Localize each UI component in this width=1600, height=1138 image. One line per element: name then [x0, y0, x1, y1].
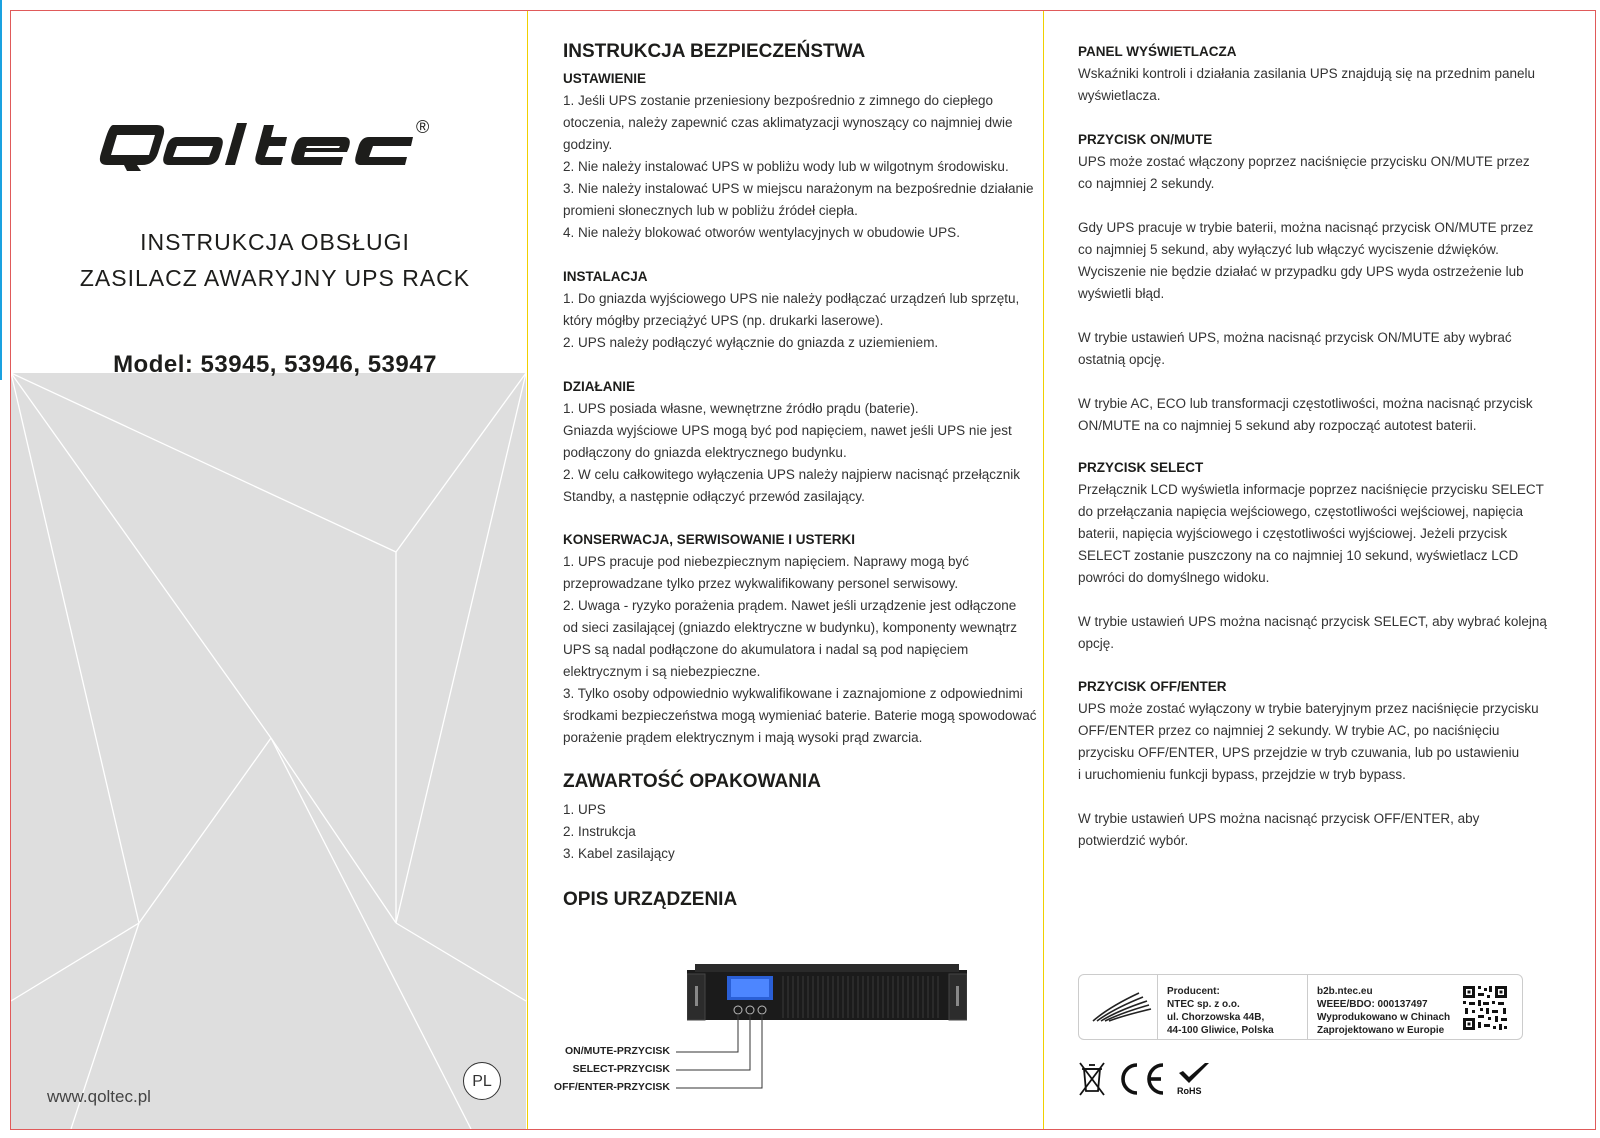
producer-label: Producent:: [1167, 986, 1220, 997]
product-title: ZASILACZ AWARYJNY UPS RACK: [79, 265, 471, 291]
fold-line: [527, 11, 528, 1129]
select-line: SELECT zostanie puszczony na co najmniej 10 sekund, wyświetlacz LCD: [1078, 548, 1519, 563]
qoltec-logo: [99, 119, 439, 171]
callout-lines: [540, 11, 1068, 1129]
select-section: [1078, 457, 1583, 655]
setup-line: 1. Jeśli UPS zostanie przeniesiony bezpośrednio z zimnego do ciepłego: [563, 93, 993, 108]
select-line: Przełącznik LCD wyświetla informacje poprzez naciśnięcie przycisku SELECT: [1078, 482, 1544, 497]
service-line: 2. Uwaga - ryzyko porażenia prądem. Nawet jeśli urządzenie jest odłączone: [563, 598, 1017, 613]
operation-line: 1. UPS posiada własne, wewnętrzne źródło prądu (baterie).: [563, 401, 919, 416]
off-enter-callout: OFF/ENTER-PRZYCISK: [553, 1081, 670, 1093]
install-line: 2. UPS należy podłączyć wyłącznie do gniazda z uziemieniem.: [563, 335, 939, 350]
service-line: 3. Tylko osoby odpowiednio wykwalifikowane i zaznajomione z odpowiednimi: [563, 686, 1023, 701]
background-shape: [11, 11, 539, 1129]
off-enter-line: UPS może zostać wyłączony w trybie bateryjnym przez naciśnięcie przycisku: [1078, 701, 1539, 716]
crop-mark: [0, 0, 2, 380]
operation-line: Standby, a następnie odłączyć przewód zasilający.: [563, 489, 865, 504]
model-number: Model: 53945, 53946, 53947: [113, 351, 437, 378]
setup-line: 3. Nie należy instalować UPS w miejscu narażonym na bezpośrednie działanie: [563, 181, 1034, 196]
service-line: 1. UPS pracuje pod niebezpiecznym napięciem. Naprawy mogą być: [563, 554, 969, 569]
on-mute-line: Gdy UPS pracuje w trybie baterii, można nacisnąć przycisk ON/MUTE przez: [1078, 220, 1534, 235]
producer-city: 44-100 Gliwice, Polska: [1167, 1025, 1274, 1036]
producer-weee: WEEE/BDO: 000137497: [1317, 999, 1428, 1010]
off-enter-line: potwierdzić wybór.: [1078, 833, 1189, 848]
off-enter-line: OFF/ENTER przez co najmniej 2 sekundy. W trybie AC, po naciśnięciu: [1078, 723, 1500, 738]
on-mute-line: ostatnią opcję.: [1078, 352, 1166, 367]
operation-line: 2. W celu całkowitego wyłączenia UPS należy najpierw nacisnąć przełącznik: [563, 467, 1020, 482]
select-line: W trybie ustawień UPS można nacisnąć przycisk SELECT, aby wybrać kolejną: [1078, 614, 1547, 629]
producer-made: Wyprodukowano w Chinach: [1317, 1012, 1451, 1023]
off-enter-title: PRZYCISK OFF/ENTER: [1078, 679, 1227, 694]
on-mute-callout: ON/MUTE-PRZYCISK: [565, 1045, 670, 1057]
language-badge: PL: [463, 1062, 501, 1100]
install-line: 1. Do gniazda wyjściowego UPS nie należy podłączać urządzeń lub sprzętu,: [563, 291, 1020, 306]
display-panel-line: wyświetlacza.: [1078, 88, 1161, 103]
rohs-check-icon: [1177, 1061, 1211, 1085]
setup-line: 4. Nie należy blokować otworów wentylacyjnych w obudowie UPS.: [563, 225, 960, 240]
setup-line: 2. Nie należy instalować UPS w pobliżu wody lub w wilgotnym środowisku.: [563, 159, 1009, 174]
on-mute-title: PRZYCISK ON/MUTE: [1078, 132, 1213, 147]
ntec-logo-icon: [1089, 989, 1153, 1025]
device-heading: OPIS URZĄDZENIA: [563, 889, 738, 910]
producer-address: [1167, 985, 1274, 1037]
off-enter-line: i uruchomieniu funkcji bypass, przejdzie w tryb bypass.: [1078, 767, 1406, 782]
service-line: od sieci zasilającej (gniazdo elektryczne w budynku), komponenty wewnątrz: [563, 620, 1017, 635]
package-item: 3. Kabel zasilający: [563, 846, 675, 861]
divider: [1307, 975, 1308, 1039]
off-enter-section: [1078, 676, 1583, 852]
package-heading: ZAWARTOŚĆ OPAKOWANIA: [563, 771, 821, 792]
install-line: który mógłby przeciążyć UPS (np. drukarki laserowe).: [563, 313, 884, 328]
ce-mark-icon: [1117, 1061, 1167, 1097]
operation-line: Gniazda wyjściowe UPS mogą być pod napięciem, nawet jeśli UPS nie jest: [563, 423, 1012, 438]
ce-mark-text: CE: [1117, 1061, 1119, 1062]
off-enter-line: przycisku OFF/ENTER, UPS przejdzie w tryb czuwania, lub po ustawieniu: [1078, 745, 1520, 760]
rohs-label: RoHS: [1177, 1086, 1202, 1096]
display-panel-title: PANEL WYŚWIETLACZA: [1078, 44, 1237, 59]
package-item: 1. UPS: [563, 802, 606, 817]
install-title: INSTALACJA: [563, 269, 648, 284]
display-panel-line: Wskaźniki kontroli i działania zasilania UPS znajdują się na przednim panelu: [1078, 66, 1535, 81]
divider: [1157, 975, 1158, 1039]
setup-line: godziny.: [563, 137, 613, 152]
service-line: elektrycznym i są niebezpieczne.: [563, 664, 761, 679]
select-line: do przełączania napięcia wejściowego, częstotliwości wejściowej, napięcia: [1078, 504, 1523, 519]
on-mute-line: co najmniej 2 sekundy.: [1078, 176, 1215, 191]
operation-title: DZIAŁANIE: [563, 379, 635, 394]
producer-company: NTEC sp. z o.o.: [1167, 999, 1240, 1010]
service-title: KONSERWACJA, SERWISOWANIE I USTERKI: [563, 532, 856, 547]
weee-bin-icon: [1078, 1061, 1106, 1097]
service-line: UPS są nadal podłączone do akumulatora i nadal są pod napięciem: [563, 642, 969, 657]
on-mute-line: Wyciszenie nie będzie działać w przypadku gdy UPS wyda ostrzeżenie lub: [1078, 264, 1524, 279]
producer-info: [1317, 985, 1450, 1037]
on-mute-line: ON/MUTE na co najmniej 5 sekund aby rozpocząć autotest baterii.: [1078, 418, 1477, 433]
qr-code-icon: [1461, 984, 1509, 1032]
cover-panel: [11, 11, 539, 1129]
operation-line: podłączony do gniazda elektrycznego budynku.: [563, 445, 847, 460]
select-callout: SELECT-PRZYCISK: [572, 1063, 670, 1075]
display-panel-section: [1078, 41, 1583, 107]
service-line: przeprowadzane tylko przez wykwalifikowany personel serwisowy.: [563, 576, 959, 591]
registered-mark: ®: [416, 117, 430, 137]
on-mute-line: wyświetli błąd.: [1078, 286, 1165, 301]
setup-title: USTAWIENIE: [563, 71, 647, 86]
service-line: środkami bezpieczeństwa mogą wymieniać baterie. Baterie mogą spowodować: [563, 708, 1037, 723]
setup-line: promieni słonecznych lub w pobliżu źródeł ciepła.: [563, 203, 858, 218]
setup-line: otoczenia, należy zapewnić czas aklimatyzacji wynoszący co najmniej dwie: [563, 115, 1013, 130]
manual-title: INSTRUKCJA OBSŁUGI: [140, 229, 410, 255]
producer-street: ul. Chorzowska 44B,: [1167, 1012, 1265, 1023]
on-mute-line: co najmniej 5 sekund, aby wyłączyć lub włączyć wyciszenie dźwięków.: [1078, 242, 1499, 257]
safety-heading: INSTRUKCJA BEZPIECZEŃSTWA: [563, 41, 866, 62]
producer-designed: Zaprojektowano w Europie: [1317, 1025, 1445, 1036]
off-enter-line: W trybie ustawień UPS można nacisnąć przycisk OFF/ENTER, aby: [1078, 811, 1480, 826]
website-link[interactable]: www.qoltec.pl: [47, 1087, 151, 1106]
producer-site: b2b.ntec.eu: [1317, 986, 1373, 997]
service-line: porażenie prądem elektrycznym i mają wysoki prąd zwarcia.: [563, 730, 923, 745]
rohs-mark: [1177, 1061, 1211, 1096]
safety-panel: [540, 11, 1068, 1129]
on-mute-section: [1078, 129, 1583, 437]
producer-box: [1078, 974, 1523, 1040]
select-title: PRZYCISK SELECT: [1078, 460, 1204, 475]
select-line: baterii, napięcia wyjściowego i częstotliwości wyjściowej. Jeżeli przycisk: [1078, 526, 1508, 541]
package-item: 2. Instrukcja: [563, 824, 636, 839]
buttons-panel: [1069, 11, 1595, 1129]
select-line: opcję.: [1078, 636, 1115, 651]
on-mute-line: W trybie AC, ECO lub transformacji częstotliwości, można nacisnąć przycisk: [1078, 396, 1533, 411]
select-line: powróci do domyślnego widoku.: [1078, 570, 1270, 585]
on-mute-line: UPS może zostać włączony poprzez naciśnięcie przycisku ON/MUTE przez: [1078, 154, 1530, 169]
on-mute-line: W trybie ustawień UPS, można nacisnąć przycisk ON/MUTE aby wybrać: [1078, 330, 1512, 345]
